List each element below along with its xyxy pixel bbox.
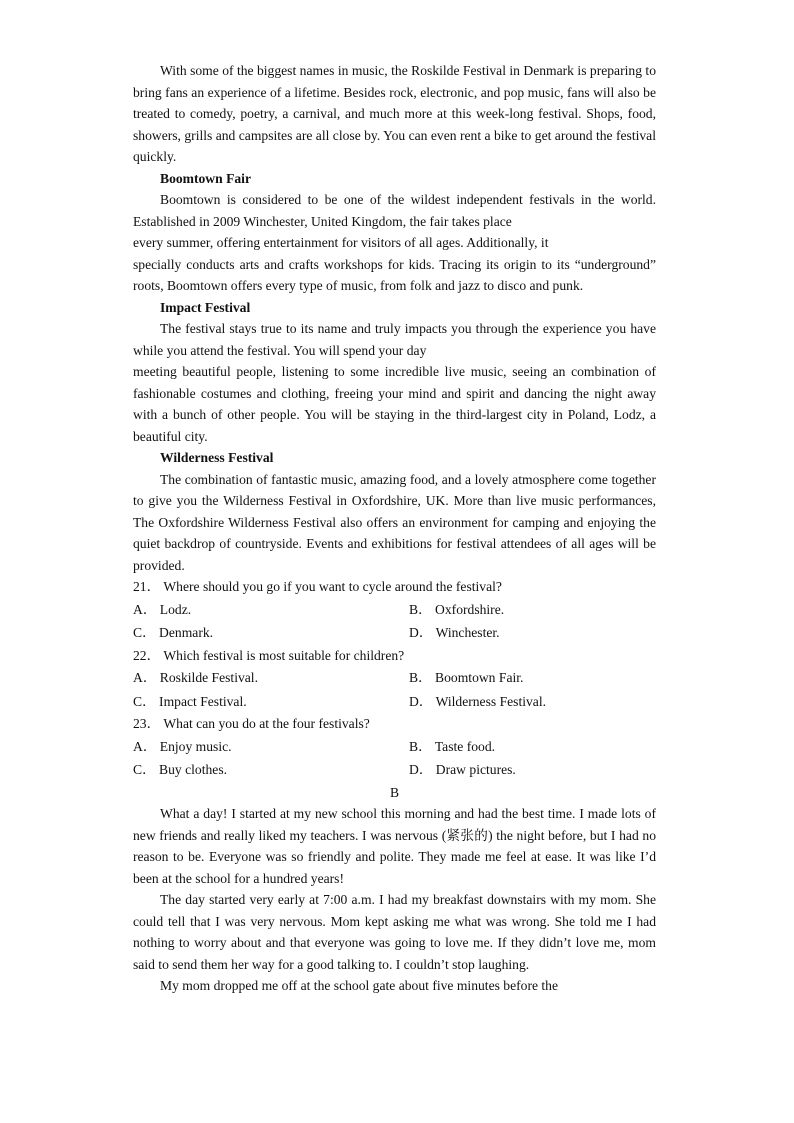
roskilde-paragraph: With some of the biggest names in music, the Roskilde Festival in Denmark is preparing to bring fans an experience of a lifetime. Besides rock, electronic, and pop music, fans will also be treated to comedy, poetry, a carnival, and much more at this week-long festival. Shops, food, showers, grills and campsites are all close by. You can even rent a bike to get around the festival quickly. [133,63,656,164]
option-a: A． Lodz. [133,601,192,617]
option-b: B． Oxfordshire. [409,601,505,617]
option-b: B． Taste food. [409,738,496,754]
wilderness-heading: Wilderness Festival [160,450,274,465]
impact-heading: Impact Festival [160,299,251,315]
option-c: C． Impact Festival. [133,693,247,709]
wilderness-paragraph: The combination of fantastic music, amazing food, and a lovely atmosphere come together to give you the Wilderness Festival in Oxfordshire, UK. More than live music performances, The Oxfordshire Wilderness Festival also offers an environment for camping and enjoying the quiet backdrop of countryside. Events and exhibitions for festival attendees of all ages will be provided. [133,471,656,573]
boomtown-line-3: specially conducts arts and crafts workshops for kids. Tracing its origin to its “underground” roots, Boomtown offers every type of music, from folk and jazz to disco and punk. [133,256,656,293]
passage-b-paragraph-2: The day started very early at 7:00 a.m. I had my breakfast downstairs with my mom. She could tell that I was very nervous. Mom kept asking me what was wrong. She told me I had nothing to worry about and that everyone was going to love me. If they didn’t love me, mom said to send them her way for a good talking to. I couldn’t stop laughing. [133,892,656,972]
option-d: D． Draw pictures. [409,762,516,777]
passage-b-paragraph-1: What a day! I started at my new school this morning and had the best time. I made lots of new friends and really liked my teachers. I was nervous (紧张的) the night before, but I had no reason to be. Everyone was so friendly and polite. They made me feel at ease. It was like I’d been at the school for a hundred years! [133,806,656,886]
option-d: D． Wilderness Festival. [409,693,547,709]
option-a: A． Enjoy music. [133,738,232,754]
option-b: B． Boomtown Fair. [409,670,524,685]
question-stem: 22． Which festival is most suitable for children? [133,647,405,663]
option-c: C． Buy clothes. [133,762,228,777]
document-page [133,60,656,997]
option-a: A． Roskilde Festival. [133,670,258,685]
passage-b-label: B [389,784,400,800]
option-c: C． Denmark. [133,625,214,640]
boomtown-line-2: every summer, offering entertainment for visitors of all ages. Additionally, it [133,235,549,250]
boomtown-line-1: Boomtown is considered to be one of the wildest independent festivals in the world. Established in 2009 Winchester, United Kingdom, the fair takes place [133,192,656,229]
impact-line-2: meeting beautiful people, listening to some incredible live music, seeing an combination of fashionable costumes and clothing, freeing your mind and spirit and dancing the night away with a bunch of other people. You will be staying in the third-largest city in Poland, Lodz, a beautiful city. [133,364,656,444]
question-23 [133,713,656,782]
question-22 [133,645,656,714]
impact-line-1: The festival stays true to its name and truly impacts you through the experience you have while you attend the festival. You will spend your day [133,321,656,358]
question-21 [133,576,656,645]
option-d: D． Winchester. [409,625,500,640]
question-stem: 21． Where should you go if you want to cycle around the festival? [133,579,502,594]
passage-b-paragraph-3: My mom dropped me off at the school gate about five minutes before the [160,978,559,993]
question-stem: 23． What can you do at the four festivals? [133,716,370,731]
boomtown-heading: Boomtown Fair [160,170,251,186]
